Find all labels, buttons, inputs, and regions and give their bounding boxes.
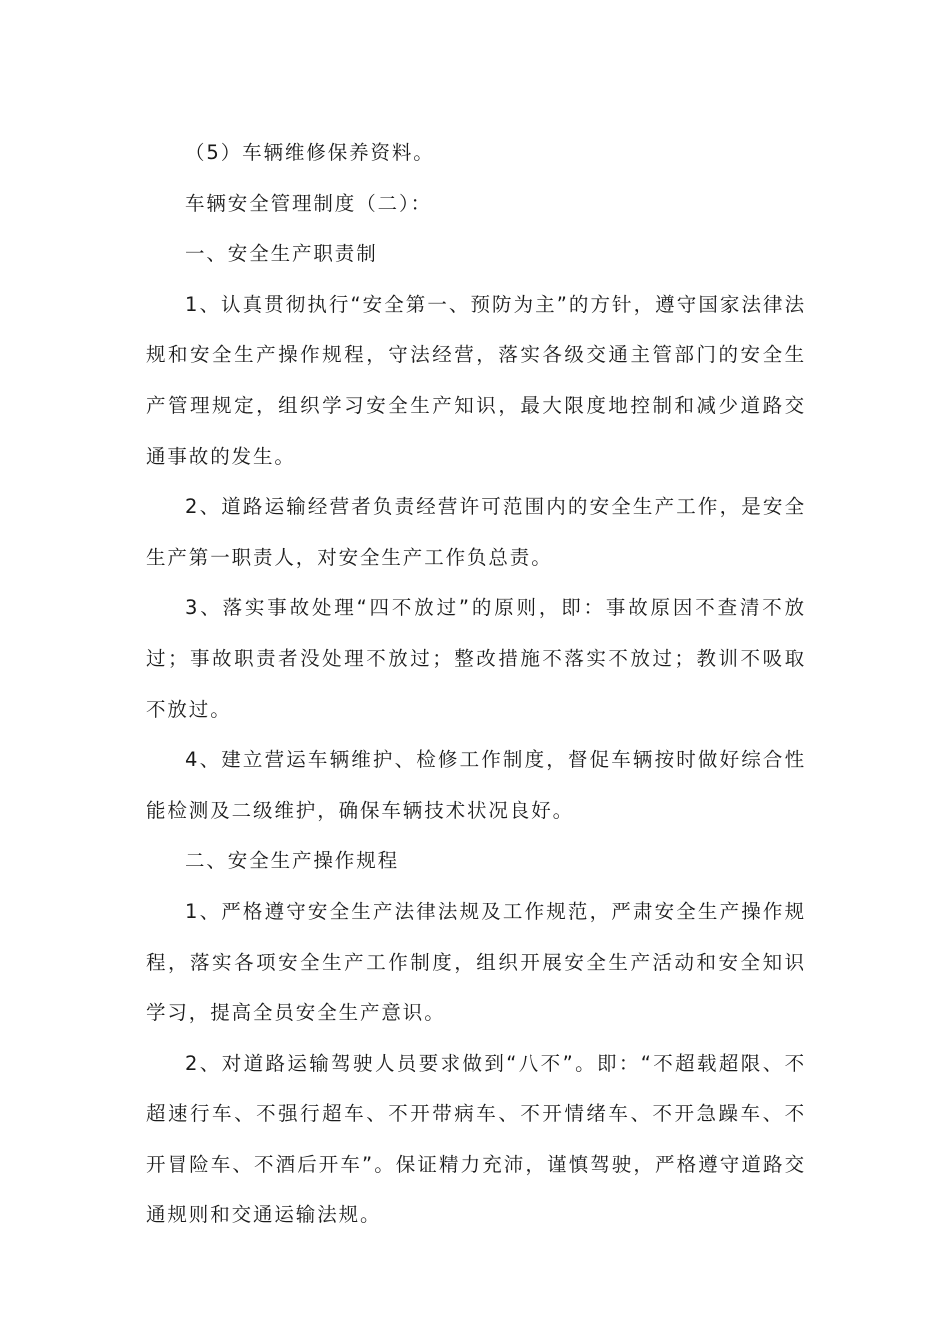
paragraph-item-2: 2、道路运输经营者负责经营许可范围内的安全生产工作，是安全生产第一职责人，对安全生产工作负总责。 bbox=[146, 495, 806, 569]
section-title-vehicle-safety-rules: 车辆安全管理制度（二）： bbox=[185, 191, 433, 215]
paragraph-item-4: 4、建立营运车辆维护、检修工作制度，督促车辆按时做好综合性能检测及二级维护，确保车辆技术状况良好。 bbox=[146, 748, 806, 822]
paragraph-item-3: 3、落实事故处理“四不放过”的原则，即：事故原因不查清不放过；事故职责者没处理不放过；整改措施不落实不放过；教训不吸取不放过。 bbox=[146, 596, 806, 721]
heading-operation-rules: 二、安全生产操作规程 bbox=[185, 849, 400, 873]
paragraph-item-1: 1、认真贯彻执行“安全第一、预防为主”的方针，遵守国家法律法规和安全生产操作规程，守法经营，落实各级交通主管部门的安全生产管理规定，组织学习安全生产知识，最大限度地控制和减少道路交通事故的发生。 bbox=[146, 292, 806, 468]
paragraph-rule-1: 1、严格遵守安全生产法律法规及工作规范，严肃安全生产操作规程，落实各项安全生产工作制度，组织开展安全生产活动和安全知识学习，提高全员安全生产意识。 bbox=[146, 899, 806, 1025]
paragraph-maintenance-records: （5）车辆维修保养资料。 bbox=[185, 141, 435, 164]
paragraph-rule-2: 2、对道路运输驾驶人员要求做到“八不”。即：“不超载超限、不超速行车、不强行超车、不开带病车、不开情绪车、不开急躁车、不开冒险车、不酒后开车”。保证精力充沛，谨慎驾驶，严格遵守道路交通规则和交通运输法规。 bbox=[146, 1051, 806, 1227]
heading-safety-responsibility: 一、安全生产职责制 bbox=[185, 242, 378, 266]
document-body bbox=[146, 128, 806, 1241]
